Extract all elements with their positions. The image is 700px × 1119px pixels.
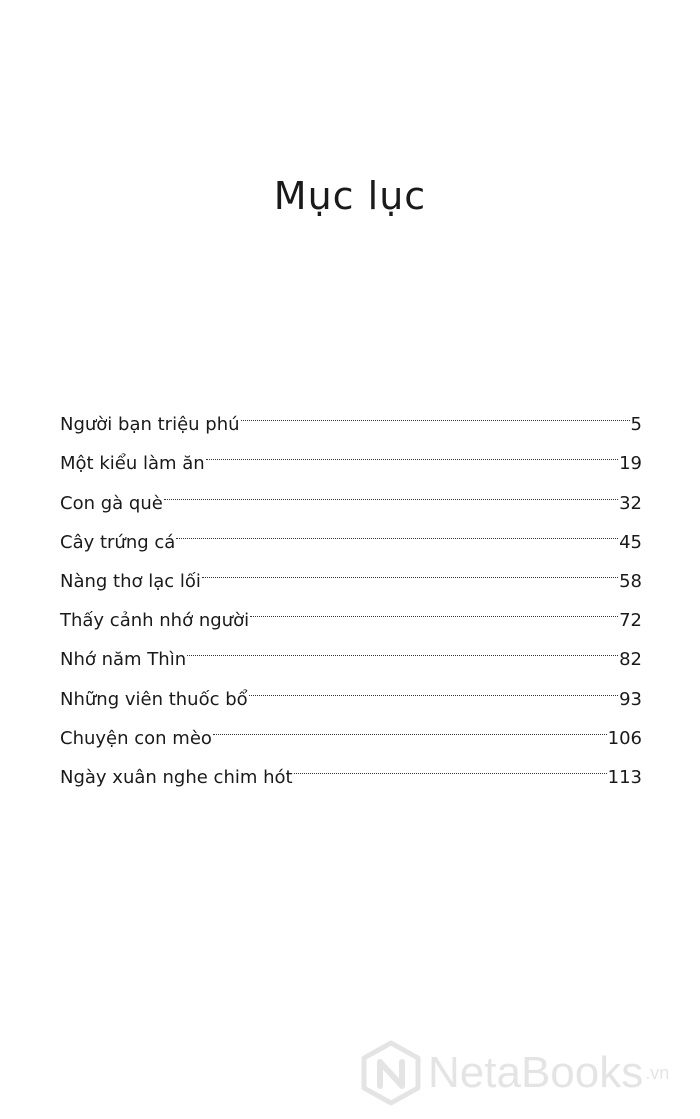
toc-page-number: 32: [619, 492, 642, 514]
toc-page-number: 45: [619, 531, 642, 553]
toc-entry-title: Con gà què: [60, 492, 163, 514]
toc-page-number: 93: [619, 688, 642, 710]
table-of-contents: [60, 391, 642, 788]
toc-page-number: 82: [619, 649, 642, 671]
toc-page-number: 58: [619, 570, 642, 592]
watermark-brand: NetaBooks: [428, 1048, 644, 1097]
dot-leader: [202, 548, 618, 587]
toc-entry-title: Chuyện con mèo: [60, 727, 212, 749]
toc-page-number: 72: [619, 610, 642, 632]
toc-page-number: 113: [607, 766, 642, 788]
dot-leader: [250, 587, 618, 626]
dot-leader: [206, 430, 618, 469]
toc-entry-title: Cây trứng cá: [60, 531, 176, 553]
toc-page-number: 19: [619, 453, 642, 475]
netabooks-watermark: [360, 1040, 690, 1106]
toc-entry-title: Người bạn triệu phú: [60, 414, 240, 436]
dot-leader: [249, 665, 618, 704]
dot-leader: [187, 626, 618, 665]
toc-entry: [60, 391, 642, 436]
toc-entry-title: Một kiểu làm ăn: [60, 453, 205, 475]
toc-entry-title: Ngày xuân nghe chim hót: [60, 766, 293, 788]
toc-entry-title: Nàng thơ lạc lối: [60, 570, 201, 592]
watermark-suffix: .vn: [645, 1063, 670, 1083]
toc-entry-title: Nhớ năm Thìn: [60, 649, 187, 671]
page-title: Mục lục: [273, 174, 427, 218]
dot-leader: [241, 391, 630, 430]
dot-leader: [176, 509, 618, 548]
dot-leader: [213, 705, 607, 744]
toc-entry-title: Thấy cảnh nhớ người: [60, 610, 250, 632]
dot-leader: [164, 469, 618, 508]
toc-page-number: 106: [607, 727, 642, 749]
dot-leader: [294, 744, 607, 783]
netabooks-logo-icon: [360, 1040, 422, 1106]
toc-entry-title: Những viên thuốc bổ: [60, 688, 248, 710]
toc-page-number: 5: [630, 414, 642, 436]
